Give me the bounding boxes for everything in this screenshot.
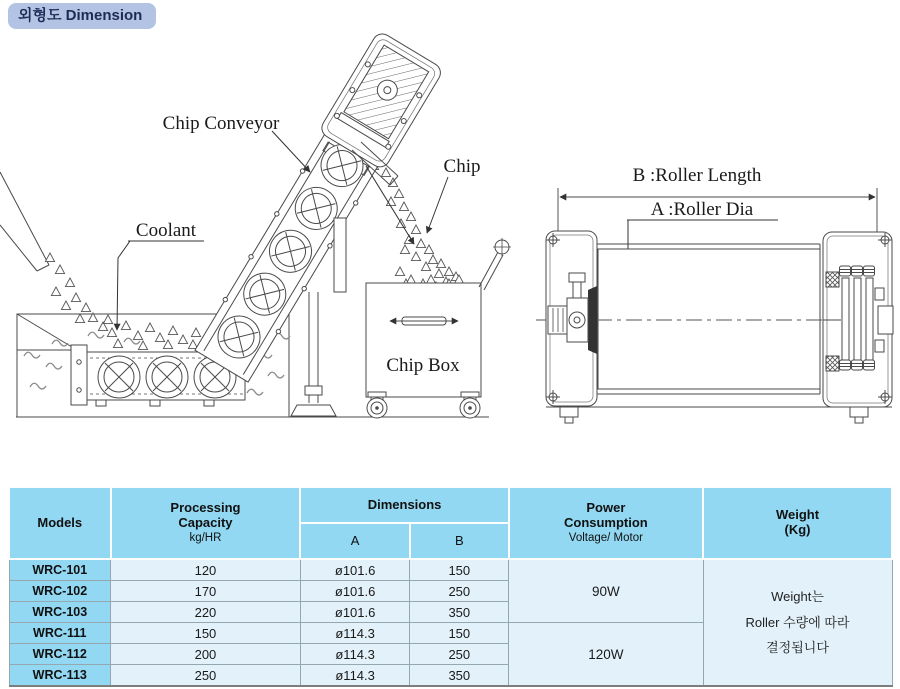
page-title-badge <box>8 3 156 29</box>
dim-a-cell: ø101.6 <box>300 581 409 602</box>
model-cell: WRC-111 <box>9 623 111 644</box>
right-bracket <box>823 232 893 407</box>
capacity-cell: 120 <box>111 559 301 581</box>
model-cell: WRC-103 <box>9 602 111 623</box>
col-header-dim-b: B <box>410 523 509 559</box>
roller-body <box>590 244 820 394</box>
weight-note-cell <box>703 559 892 686</box>
roller-drawing <box>536 165 894 423</box>
col-header-models: Models <box>9 487 111 559</box>
col-header-processing-capacity: Processing Capacity kg/HR <box>111 487 301 559</box>
dim-a-cell: ø114.3 <box>300 644 409 665</box>
dim-b-cell: 150 <box>410 559 509 581</box>
capacity-cell: 200 <box>111 644 301 665</box>
page-title: 외형도 Dimension <box>18 7 143 24</box>
chip-box-label: Chip Box <box>386 355 460 376</box>
dim-b-cell: 350 <box>410 665 509 687</box>
power-group-cell: 120W <box>509 623 703 687</box>
capacity-cell: 250 <box>111 665 301 687</box>
chip-conveyor-label: Chip Conveyor <box>162 113 280 134</box>
roller-dia-label: A :Roller Dia <box>650 199 754 220</box>
coolant-label: Coolant <box>135 220 197 241</box>
col-header-weight: Weight (Kg) <box>703 487 892 559</box>
table-row <box>9 559 892 581</box>
dim-b-cell: 350 <box>410 602 509 623</box>
dim-a-cell: ø114.3 <box>300 623 409 644</box>
dim-a-cell: ø101.6 <box>300 602 409 623</box>
model-cell: WRC-102 <box>9 581 111 602</box>
conveyor-drawing <box>0 30 511 418</box>
left-bracket <box>546 231 597 406</box>
power-group-cell: 90W <box>509 559 703 623</box>
dim-b-cell: 250 <box>410 644 509 665</box>
roller-length-label: B :Roller Length <box>632 165 762 186</box>
model-cell: WRC-112 <box>9 644 111 665</box>
capacity-cell: 220 <box>111 602 301 623</box>
col-header-power: Power Consumption Voltage/ Motor <box>509 487 703 559</box>
processing-unit: kg/HR <box>189 531 222 544</box>
dim-b-cell: 150 <box>410 623 509 644</box>
spec-table <box>8 486 893 687</box>
weight-note-line: Weight는 <box>771 589 824 605</box>
weight-note-line: Roller 수량에 따라 <box>745 614 850 630</box>
capacity-cell: 170 <box>111 581 301 602</box>
weight-note-line: 결정됩니다 <box>766 640 829 656</box>
power-unit: Voltage/ Motor <box>568 531 643 544</box>
dim-a-cell: ø101.6 <box>300 559 409 581</box>
chip-label: Chip <box>443 156 481 177</box>
model-cell: WRC-113 <box>9 665 111 687</box>
roller-base <box>546 407 892 423</box>
dim-a-cell: ø114.3 <box>300 665 409 687</box>
inlet-chute <box>0 172 49 271</box>
technical-drawing <box>0 30 900 480</box>
dim-b-cell: 250 <box>410 581 509 602</box>
capacity-cell: 150 <box>111 623 301 644</box>
model-cell: WRC-101 <box>9 559 111 581</box>
col-header-dim-a: A <box>300 523 409 559</box>
col-header-dimensions: Dimensions <box>300 487 508 523</box>
